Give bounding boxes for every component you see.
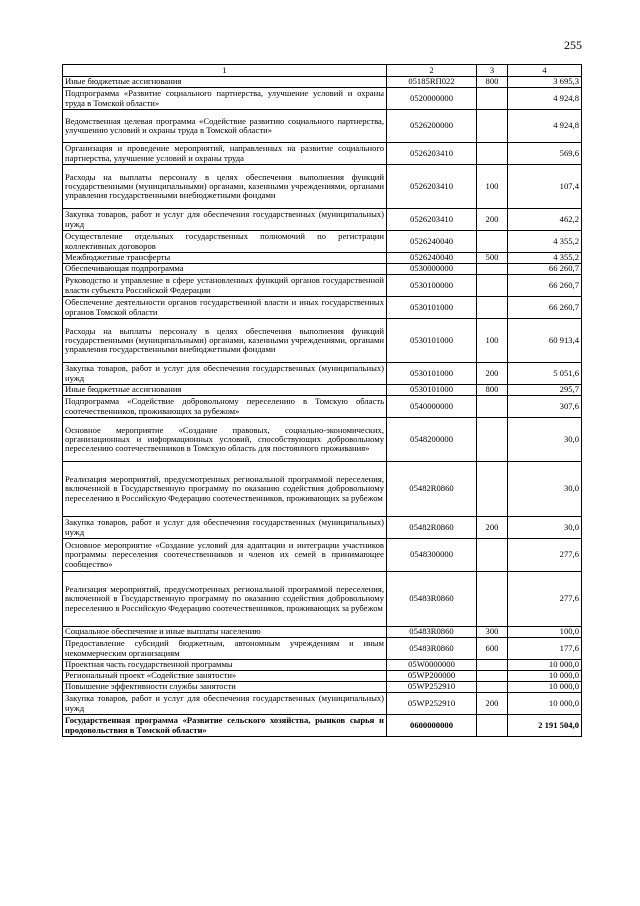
row-code: 0530101000: [387, 297, 477, 319]
row-vr: 200: [477, 363, 508, 385]
row-sum: 5 051,6: [508, 363, 582, 385]
table-row: [63, 638, 582, 660]
header-col-3: 3: [477, 65, 508, 77]
row-vr: [477, 539, 508, 572]
row-vr: 300: [477, 627, 508, 638]
row-sum: 10 000,0: [508, 671, 582, 682]
row-name: Руководство и управление в сфере установленных функций органов государственной власти субъекта Российской Федерации: [63, 275, 387, 297]
row-code: 0540000000: [387, 396, 477, 418]
row-vr: 500: [477, 253, 508, 264]
row-code: 05WP252910: [387, 682, 477, 693]
table-row: [63, 693, 582, 715]
row-vr: 800: [477, 77, 508, 88]
row-name: Основное мероприятие «Создание условий для адаптации и интеграции участников программы переселения соотечественников и членов их семей в принимающее сообщество»: [63, 539, 387, 572]
table-row: [63, 572, 582, 627]
row-sum: 10 000,0: [508, 693, 582, 715]
table-row: [63, 209, 582, 231]
table-row: [63, 297, 582, 319]
table-row: [63, 264, 582, 275]
row-code: 0520000000: [387, 88, 477, 110]
row-code: 0530101000: [387, 385, 477, 396]
row-code: 0530101000: [387, 363, 477, 385]
table-row: [63, 627, 582, 638]
table-row: [63, 319, 582, 363]
row-sum: 4 355,2: [508, 253, 582, 264]
row-sum: 307,6: [508, 396, 582, 418]
table-row: [63, 418, 582, 462]
page-number: 255: [564, 38, 582, 52]
row-vr: 600: [477, 638, 508, 660]
table-row: [63, 682, 582, 693]
row-sum: 295,7: [508, 385, 582, 396]
row-sum: 30,0: [508, 517, 582, 539]
row-name: Повышение эффективности службы занятости: [63, 682, 387, 693]
row-sum: 60 913,4: [508, 319, 582, 363]
row-code: 0526200000: [387, 110, 477, 143]
table-row: [63, 715, 582, 737]
row-name: Основное мероприятие «Создание правовых, социально-экономических, организационных и информационных условий, способствующих добровольному переселению соотечественников в Томскую область для постоянного проживания»: [63, 418, 387, 462]
row-vr: [477, 143, 508, 165]
row-code: 05W0000000: [387, 660, 477, 671]
row-name: Иные бюджетные ассигнования: [63, 385, 387, 396]
row-vr: [477, 572, 508, 627]
row-code: 05483R0860: [387, 572, 477, 627]
table-row: [63, 539, 582, 572]
row-name: Закупка товаров, работ и услуг для обеспечения государственных (муниципальных) нужд: [63, 517, 387, 539]
table-row: [63, 363, 582, 385]
table-header-row: [63, 65, 582, 77]
row-name: Закупка товаров, работ и услуг для обеспечения государственных (муниципальных) нужд: [63, 209, 387, 231]
row-name: Проектная часть государственной программы: [63, 660, 387, 671]
row-sum: 569,6: [508, 143, 582, 165]
row-name: Предоставление субсидий бюджетным, автономным учреждениям и иным некоммерческим организациям: [63, 638, 387, 660]
row-name: Социальное обеспечение и иные выплаты населению: [63, 627, 387, 638]
row-name: Региональный проект «Содействие занятости»: [63, 671, 387, 682]
row-code: 0530000000: [387, 264, 477, 275]
row-code: 0600000000: [387, 715, 477, 737]
row-sum: 66 260,7: [508, 297, 582, 319]
row-vr: [477, 264, 508, 275]
row-sum: 4 355,2: [508, 231, 582, 253]
row-code: 05482R0860: [387, 462, 477, 517]
row-name: Обеспечение деятельности органов государственной власти и иных государственных органов Томской области: [63, 297, 387, 319]
row-vr: 200: [477, 209, 508, 231]
row-code: 0526203410: [387, 143, 477, 165]
row-sum: 66 260,7: [508, 264, 582, 275]
row-vr: 800: [477, 385, 508, 396]
row-vr: 100: [477, 165, 508, 209]
row-sum: 462,2: [508, 209, 582, 231]
row-vr: [477, 88, 508, 110]
row-name: Реализация мероприятий, предусмотренных региональной программой переселения, включенной в Государственную программу по оказанию содействия добровольному переселению в Российскую Федерацию соотечественников, проживающих за рубежом: [63, 572, 387, 627]
row-vr: [477, 418, 508, 462]
header-col-2: 2: [387, 65, 477, 77]
row-sum: 66 260,7: [508, 275, 582, 297]
row-sum: 277,6: [508, 572, 582, 627]
row-vr: [477, 110, 508, 143]
row-sum: 10 000,0: [508, 682, 582, 693]
row-code: 0530101000: [387, 319, 477, 363]
budget-table: [62, 64, 582, 737]
row-sum: 107,4: [508, 165, 582, 209]
row-vr: [477, 462, 508, 517]
row-sum: 30,0: [508, 462, 582, 517]
row-code: 05483R0860: [387, 627, 477, 638]
table-row: [63, 671, 582, 682]
row-vr: [477, 231, 508, 253]
row-code: 05483R0860: [387, 638, 477, 660]
row-vr: 200: [477, 693, 508, 715]
row-code: 05WP252910: [387, 693, 477, 715]
table-row: [63, 275, 582, 297]
row-code: 0526203410: [387, 165, 477, 209]
row-name: Подпрограмма «Содействие добровольному переселению в Томскую область соотечественников, проживающих за рубежом»: [63, 396, 387, 418]
row-vr: [477, 715, 508, 737]
row-sum: 2 191 504,0: [508, 715, 582, 737]
row-vr: [477, 396, 508, 418]
row-code: 0526240040: [387, 253, 477, 264]
row-name: Межбюджетные трансферты: [63, 253, 387, 264]
table-row: [63, 517, 582, 539]
row-vr: [477, 297, 508, 319]
table-row: [63, 231, 582, 253]
row-vr: 100: [477, 319, 508, 363]
table-row: [63, 396, 582, 418]
row-sum: 3 695,3: [508, 77, 582, 88]
row-vr: [477, 275, 508, 297]
row-name: Иные бюджетные ассигнования: [63, 77, 387, 88]
header-col-1: 1: [63, 65, 387, 77]
row-code: 0526203410: [387, 209, 477, 231]
row-vr: [477, 682, 508, 693]
table-row: [63, 165, 582, 209]
table-row: [63, 660, 582, 671]
row-code: 0530100000: [387, 275, 477, 297]
row-sum: 30,0: [508, 418, 582, 462]
row-vr: 200: [477, 517, 508, 539]
table-row: [63, 110, 582, 143]
table-row: [63, 462, 582, 517]
row-sum: 277,6: [508, 539, 582, 572]
row-name: Расходы на выплаты персоналу в целях обеспечения выполнения функций государственными (муниципальными) органами, казенными учреждениями, органами управления государственными внебюджетными фондами: [63, 165, 387, 209]
table-row: [63, 385, 582, 396]
row-name: Государственная программа «Развитие сельского хозяйства, рынков сырья и продовольствия в Томской области»: [63, 715, 387, 737]
row-sum: 177,6: [508, 638, 582, 660]
header-col-4: 4: [508, 65, 582, 77]
row-code: 05482R0860: [387, 517, 477, 539]
row-code: 0548300000: [387, 539, 477, 572]
row-name: Закупка товаров, работ и услуг для обеспечения государственных (муниципальных) нужд: [63, 363, 387, 385]
table-row: [63, 88, 582, 110]
row-sum: 4 924,8: [508, 88, 582, 110]
row-sum: 10 000,0: [508, 660, 582, 671]
row-vr: [477, 660, 508, 671]
table-row: [63, 253, 582, 264]
row-name: Обеспечивающая подпрограмма: [63, 264, 387, 275]
row-sum: 4 924,8: [508, 110, 582, 143]
row-name: Организация и проведение мероприятий, направленных на развитие социального партнерства, улучшение условий и охраны труда: [63, 143, 387, 165]
row-code: 05WP200000: [387, 671, 477, 682]
row-code: 0526240040: [387, 231, 477, 253]
row-sum: 100,0: [508, 627, 582, 638]
row-code: 0548200000: [387, 418, 477, 462]
row-name: Ведомственная целевая программа «Содействие развитию социального партнерства, улучшению условий и охраны труда в Томской области»: [63, 110, 387, 143]
row-name: Закупка товаров, работ и услуг для обеспечения государственных (муниципальных) нужд: [63, 693, 387, 715]
row-code: 05185RП022: [387, 77, 477, 88]
table-row: [63, 77, 582, 88]
row-name: Осуществление отдельных государственных полномочий по регистрации коллективных договоров: [63, 231, 387, 253]
row-name: Реализация мероприятий, предусмотренных региональной программой переселения, включенной в Государственную программу по оказанию содействия добровольному переселению в Российскую Федерацию соотечественников, проживающих за рубежом: [63, 462, 387, 517]
table-row: [63, 143, 582, 165]
row-name: Расходы на выплаты персоналу в целях обеспечения выполнения функций государственными (муниципальными) органами, казенными учреждениями, органами управления государственными внебюджетными фондами: [63, 319, 387, 363]
row-vr: [477, 671, 508, 682]
row-name: Подпрограмма «Развитие социального партнерства, улучшение условий и охраны труда в Томской области»: [63, 88, 387, 110]
